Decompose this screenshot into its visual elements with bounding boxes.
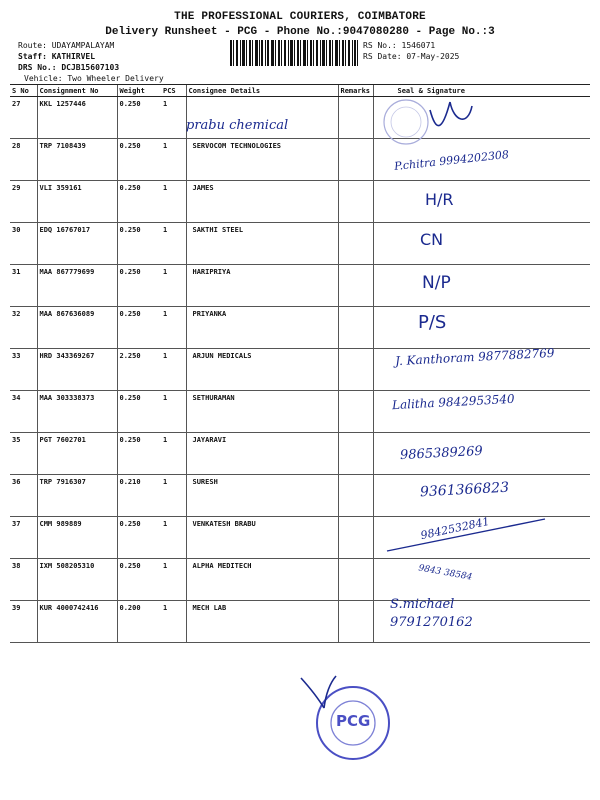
cell-consignee: ALPHA MEDITECH (186, 559, 338, 601)
cell-sno: 29 (10, 181, 37, 223)
cell-sno: 28 (10, 139, 37, 181)
cell-remarks (338, 391, 373, 433)
barcode-icon (230, 40, 358, 66)
drs-text: DRS No.: DCJB15607103 (18, 63, 120, 72)
signature-row-28: P.chitra 9994202308 (393, 148, 510, 173)
col-weight: Weight (117, 85, 161, 97)
cell-consignment-no: EDQ 16767017 (37, 223, 117, 265)
col-remarks: Remarks (338, 85, 373, 97)
cell-consignment-no: PGT 7602701 (37, 433, 117, 475)
rs-date-text: RS Date: 07-May-2025 (363, 52, 460, 61)
cell-consignment-no: HRD 343369267 (37, 349, 117, 391)
table-row (10, 559, 590, 601)
cell-pcs: 1 (161, 559, 186, 601)
cell-consignee: MECH LAB (186, 601, 338, 643)
handwritten-consignee-27: prabu chemical (186, 118, 289, 133)
cell-consignment-no: VLI 359161 (37, 181, 117, 223)
cell-remarks (338, 559, 373, 601)
cell-remarks (338, 307, 373, 349)
signature-row-34: Lalitha 9842953540 (391, 391, 515, 413)
cell-consignment-no: MAA 867636089 (37, 307, 117, 349)
cell-pcs: 1 (161, 391, 186, 433)
signature-row-39: S.michael 9791270162 (390, 597, 473, 630)
cell-consignee: SETHURAMAN (186, 391, 338, 433)
cell-pcs: 1 (161, 97, 186, 139)
cell-consignment-no: IXM 508205310 (37, 559, 117, 601)
signature-row-33: J. Kanthoram 9877882769 (394, 345, 555, 369)
cell-weight: 0.250 (117, 265, 161, 307)
cell-consignee: JAYARAVI (186, 433, 338, 475)
cell-weight: 0.250 (117, 433, 161, 475)
table-row (10, 265, 590, 307)
cell-remarks (338, 349, 373, 391)
table-row (10, 307, 590, 349)
cell-consignee: SERVOCOM TECHNOLOGIES (186, 139, 338, 181)
strike-stroke-icon (385, 515, 555, 555)
cell-sno: 32 (10, 307, 37, 349)
col-consignee-details: Consignee Details (186, 85, 338, 97)
cell-sno: 27 (10, 97, 37, 139)
cell-pcs: 1 (161, 265, 186, 307)
cell-consignee: ARJUN MEDICALS (186, 349, 338, 391)
cell-consignee: PRIYANKA (186, 307, 338, 349)
cell-sno: 39 (10, 601, 37, 643)
cell-consignment-no: MAA 303338373 (37, 391, 117, 433)
cell-weight: 0.210 (117, 475, 161, 517)
vehicle-text: Vehicle: Two Wheeler Delivery (24, 74, 164, 83)
signature-row-37: 9842532841 (419, 514, 491, 543)
route-text: Route: UDAYAMPALAYAM (18, 41, 115, 50)
cell-pcs: 1 (161, 223, 186, 265)
cell-consignee: SURESH (186, 475, 338, 517)
cell-remarks (338, 97, 373, 139)
table-header-row (10, 85, 590, 97)
cell-weight: 0.250 (117, 559, 161, 601)
table-row (10, 97, 590, 139)
col-pcs: PCS (161, 85, 186, 97)
consignment-table (10, 84, 590, 643)
cell-weight: 2.250 (117, 349, 161, 391)
company-title: THE PROFESSIONAL COURIERS, COIMBATORE (174, 11, 426, 23)
cell-remarks (338, 601, 373, 643)
cell-remarks (338, 181, 373, 223)
cell-weight: 0.250 (117, 181, 161, 223)
table-row (10, 433, 590, 475)
signature-row-36: 9361366823 (419, 479, 510, 501)
cell-remarks (338, 475, 373, 517)
cell-sno: 35 (10, 433, 37, 475)
cell-consignment-no: TRP 7916307 (37, 475, 117, 517)
cell-signature (373, 559, 590, 601)
cell-pcs: 1 (161, 181, 186, 223)
rs-number-text: RS No.: 1546071 (363, 41, 436, 50)
cell-sno: 38 (10, 559, 37, 601)
cell-consignment-no: TRP 7108439 (37, 139, 117, 181)
signature-row-29: H/R (425, 190, 454, 209)
col-seal-signature: Seal & Signature (373, 85, 590, 97)
table-row (10, 223, 590, 265)
col-sno: S No (10, 85, 37, 97)
signature-row-35: 9865389269 (399, 443, 484, 464)
cell-sno: 31 (10, 265, 37, 307)
signature-row-38: 9843 38584 (417, 563, 473, 583)
cell-remarks (338, 265, 373, 307)
cell-sno: 36 (10, 475, 37, 517)
cell-consignee: JAMES (186, 181, 338, 223)
staff-text: Staff: KATHIRVEL (18, 52, 96, 61)
cell-consignment-no: CMM 989889 (37, 517, 117, 559)
cell-consignment-no: KKL 1257446 (37, 97, 117, 139)
cell-consignee: SAKTHI STEEL (186, 223, 338, 265)
cell-pcs: 1 (161, 433, 186, 475)
faded-seal-icon (380, 92, 480, 152)
cell-weight: 0.250 (117, 307, 161, 349)
cell-weight: 0.250 (117, 391, 161, 433)
cell-weight: 0.200 (117, 601, 161, 643)
cell-consignee: VENKATESH BRABU (186, 517, 338, 559)
cell-remarks (338, 433, 373, 475)
cell-pcs: 1 (161, 139, 186, 181)
cell-sno: 37 (10, 517, 37, 559)
cell-pcs: 1 (161, 517, 186, 559)
cell-signature (373, 307, 590, 349)
cell-pcs: 1 (161, 307, 186, 349)
cell-weight: 0.250 (117, 97, 161, 139)
cell-pcs: 1 (161, 349, 186, 391)
signature-row-32: P/S (418, 312, 447, 333)
cell-weight: 0.250 (117, 139, 161, 181)
cell-sno: 30 (10, 223, 37, 265)
signature-row-30: CN (420, 230, 444, 249)
cell-consignment-no: KUR 4000742416 (37, 601, 117, 643)
cell-signature (373, 265, 590, 307)
cell-weight: 0.250 (117, 223, 161, 265)
cell-remarks (338, 139, 373, 181)
runsheet-subtitle: Delivery Runsheet - PCG - Phone No.:9047080280 - Page No.:3 (105, 26, 495, 38)
cell-weight: 0.250 (117, 517, 161, 559)
cell-consignment-no: MAA 867779699 (37, 265, 117, 307)
cell-sno: 34 (10, 391, 37, 433)
col-consignment-no: Consignment No (37, 85, 117, 97)
cell-signature (373, 223, 590, 265)
pcg-stamp-label: PCG (336, 712, 371, 730)
cell-sno: 33 (10, 349, 37, 391)
cell-remarks (338, 223, 373, 265)
cell-signature (373, 181, 590, 223)
cell-pcs: 1 (161, 601, 186, 643)
cell-remarks (338, 517, 373, 559)
signature-row-31: N/P (422, 273, 451, 293)
cell-pcs: 1 (161, 475, 186, 517)
table-row (10, 181, 590, 223)
cell-consignee: HARIPRIYA (186, 265, 338, 307)
